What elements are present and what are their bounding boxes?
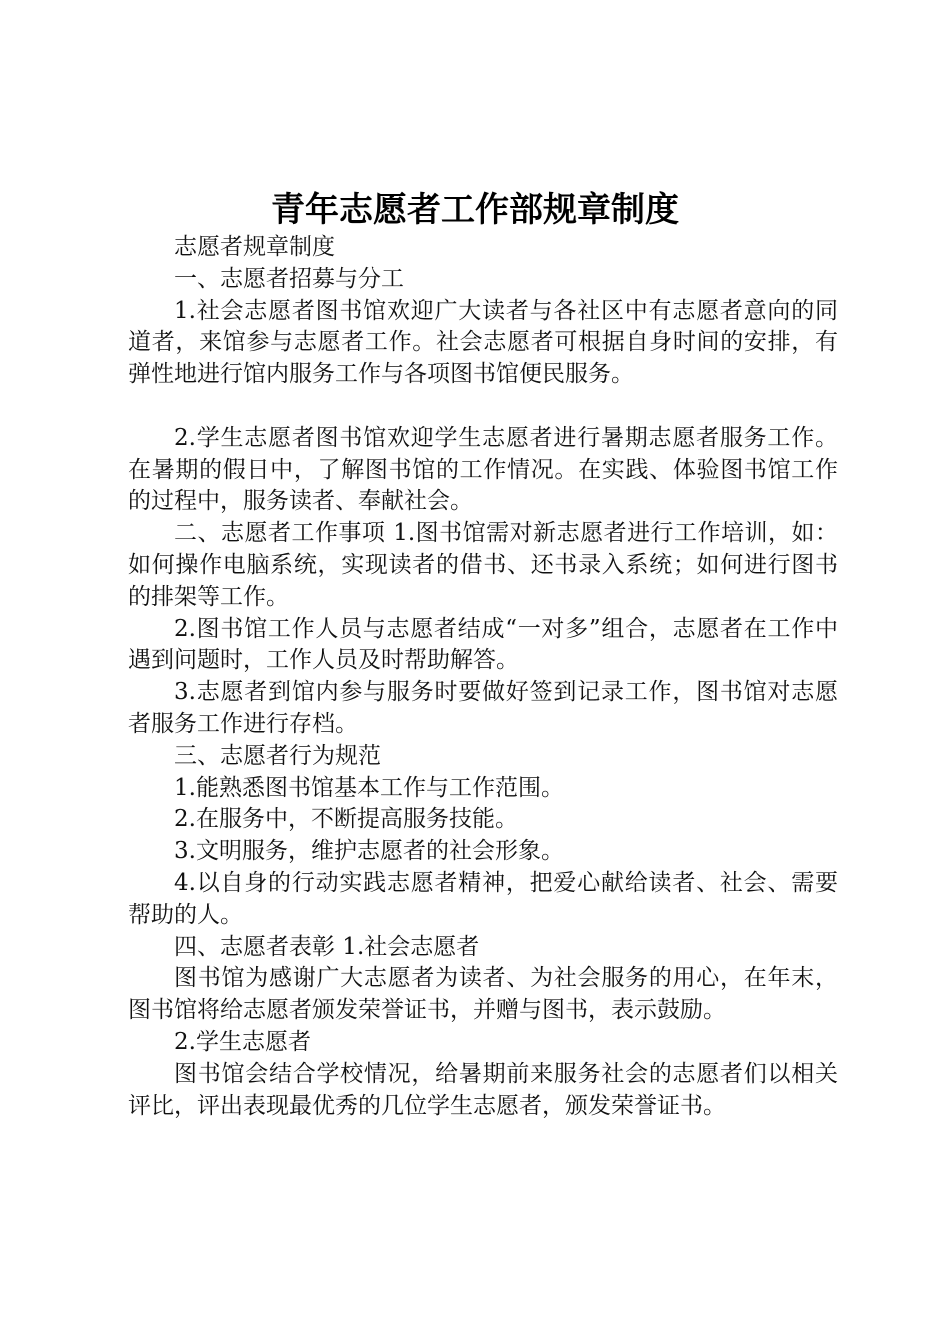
paragraph-social-volunteers: 1.社会志愿者图书馆欢迎广大读者与各社区中有志愿者意向的同道者，来馆参与志愿者工作。社会志愿者可根据自身时间的安排，有弹性地进行馆内服务工作与各项图书馆便民服务。 (128, 297, 838, 388)
list-item-conduct-2: 2.在服务中，不断提高服务技能。 (174, 806, 518, 833)
list-item-conduct-3: 3.文明服务，维护志愿者的社会形象。 (174, 838, 564, 865)
section-heading-conduct: 三、志愿者行为规范 (174, 742, 381, 769)
section-heading-recruitment: 一、志愿者招募与分工 (174, 265, 404, 292)
list-item-conduct-4: 4.以自身的行动实践志愿者精神，把爱心献给读者、社会、需要帮助的人。 (128, 869, 838, 928)
document-body (128, 232, 838, 1122)
document-title: 青年志愿者工作部规章制度 (271, 190, 679, 230)
section-heading-commendation: 四、志愿者表彰 1.社会志愿者 (174, 933, 480, 960)
section-heading-work-items: 二、志愿者工作事项 1.图书馆需对新志愿者进行工作培训，如：如何操作电脑系统，实现读者的借书、还书录入系统；如何进行图书的排架等工作。 (128, 520, 838, 610)
list-item-conduct-1: 1.能熟悉图书馆基本工作与工作范围。 (174, 774, 564, 801)
paragraph-heading-rules: 志愿者规章制度 (174, 234, 335, 260)
paragraph-student-commendation: 图书馆会结合学校情况，给暑期前来服务社会的志愿者们以相关评比，评出表现最优秀的几位学生志愿者，颁发荣誉证书。 (128, 1060, 838, 1119)
paragraph-sign-in: 3.志愿者到馆内参与服务时要做好签到记录工作，图书馆对志愿者服务工作进行存档。 (128, 679, 838, 737)
paragraph-social-commendation: 图书馆为感谢广大志愿者为读者、为社会服务的用心，在年末，图书馆将给志愿者颁发荣誉证书，并赠与图书，表示鼓励。 (128, 965, 838, 1024)
paragraph-student-volunteers: 2.学生志愿者图书馆欢迎学生志愿者进行暑期志愿者服务工作。在暑期的假日中，了解图书馆的工作情况。在实践、体验图书馆工作的过程中，服务读者、奉献社会。 (128, 424, 838, 515)
subheading-student-volunteers: 2.学生志愿者 (174, 1028, 311, 1055)
paragraph-one-to-many: 2.图书馆工作人员与志愿者结成“一对多”组合，志愿者在工作中遇到问题时，工作人员及时帮助解答。 (128, 615, 838, 674)
